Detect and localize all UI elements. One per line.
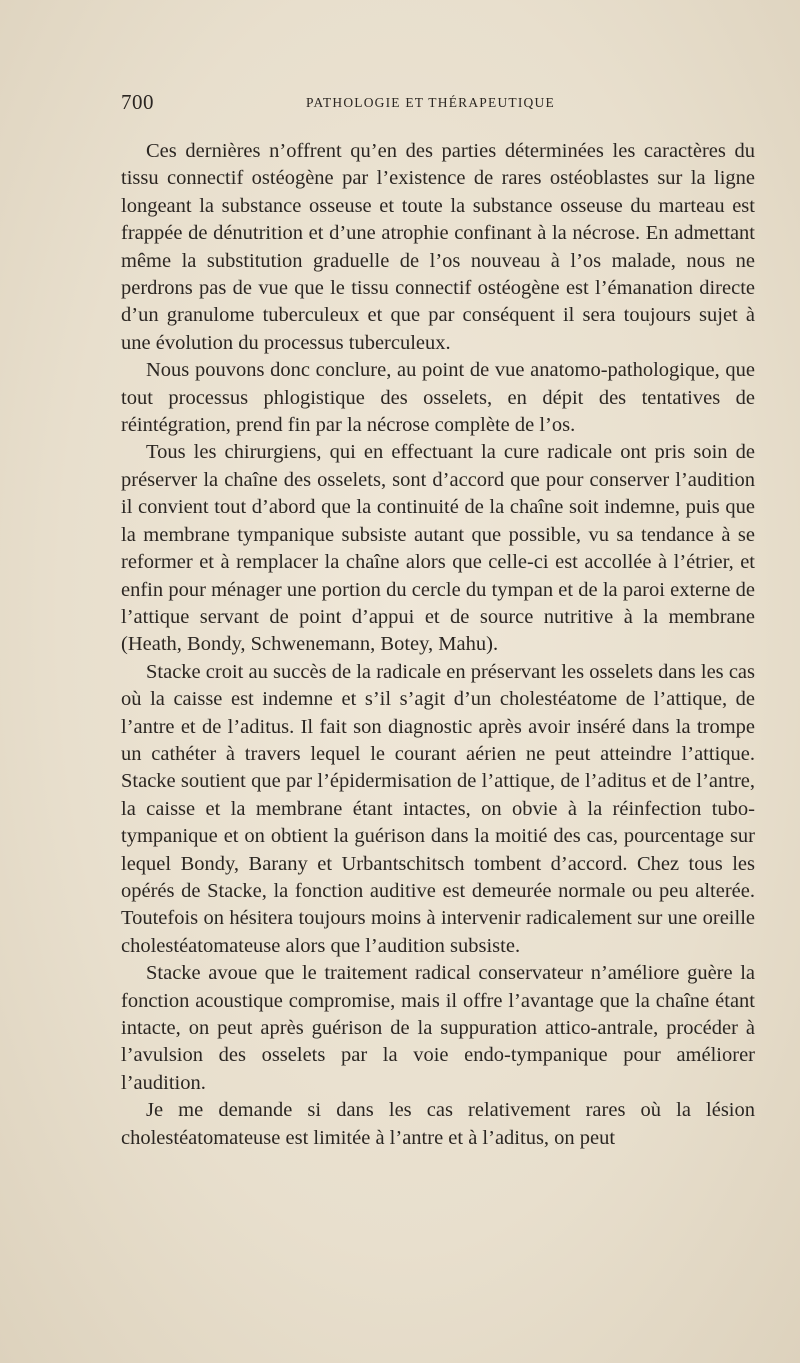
paragraph: Nous pouvons donc conclure, au point de vue anatomo-pathologique, que tout processus phlogistique des osselets, en dépit des tentatives de réintégration, prend fin par la nécrose complète de l’os. — [121, 359, 755, 437]
running-title: PATHOLOGIE ET THÉRAPEUTIQUE — [306, 95, 555, 110]
body-text — [121, 138, 755, 1152]
paragraph: Tous les chirurgiens, qui en effectuant la cure radicale ont pris soin de préserver la chaîne des osselets, sont d’accord que pour conserver l’audition il convient tout d’abord que la continuité de la chaîne soit indemne, puis que la membrane tympanique subsiste autant que possible, vu sa tendance à se reformer et à remplacer la chaîne alors que celle-ci est accollée à l’étrier, et enfin pour ménager une portion du cercle du tympan et de la paroi externe de l’attique servant de point d’appui et de source nutritive à la membrane (Heath, Bondy, Schwenemann, Botey, Mahu). — [121, 441, 755, 656]
paragraph: Ces dernières n’offrent qu’en des parties déterminées les caractères du tissu connectif ostéogène par l’existence de rares ostéoblastes sur la ligne longeant la substance osseuse et toute la substance osseuse du marteau est frappée de dénutrition et d’une atrophie confinant à la nécrose. En admettant même la substitution graduelle de l’os nouveau à l’os malade, nous ne perdrons pas de vue que le tissu connectif ostéogène est l’émanation directe d’un granulome tuberculeux et que par conséquent il sera toujours sujet à une évolution du processus tuberculeux. — [121, 140, 755, 354]
page-header — [121, 90, 755, 118]
paragraph: Je me demande si dans les cas relativement rares où la lésion cholestéatomateuse est limitée à l’antre et à l’aditus, on peut — [121, 1099, 755, 1149]
page-number: 700 — [121, 90, 154, 114]
paragraph: Stacke avoue que le traitement radical conservateur n’améliore guère la fonction acoustique compromise, mais il offre l’avantage que la chaîne étant intacte, on peut après guérison de la suppuration attico-antrale, procéder à l’avulsion des osselets par la voie endo-tympanique pour améliorer l’audition. — [121, 962, 755, 1094]
paragraph: Stacke croit au succès de la radicale en préservant les osselets dans les cas où la caisse est indemne et s’il s’agit d’un cholestéatome de l’attique, de l’antre et de l’aditus. Il fait son diagnostic après avoir inséré dans la trompe un cathéter à travers lequel le courant aérien ne peut atteindre l’attique. Stacke soutient que par l’épidermisation de l’attique, de l’aditus et de l’antre, la caisse et la membrane étant intactes, on obvie à la réinfection tubo-tympanique et on obtient la guérison dans la moitié des cas, pourcentage sur lequel Bondy, Barany et Urbantschitsch tombent d’accord. Chez tous les opérés de Stacke, la fonction auditive est demeurée normale ou peu alterée. Toutefois on hésitera toujours moins à intervenir radicalement sur une oreille cholestéatomateuse alors que l’audition subsiste. — [121, 660, 755, 957]
